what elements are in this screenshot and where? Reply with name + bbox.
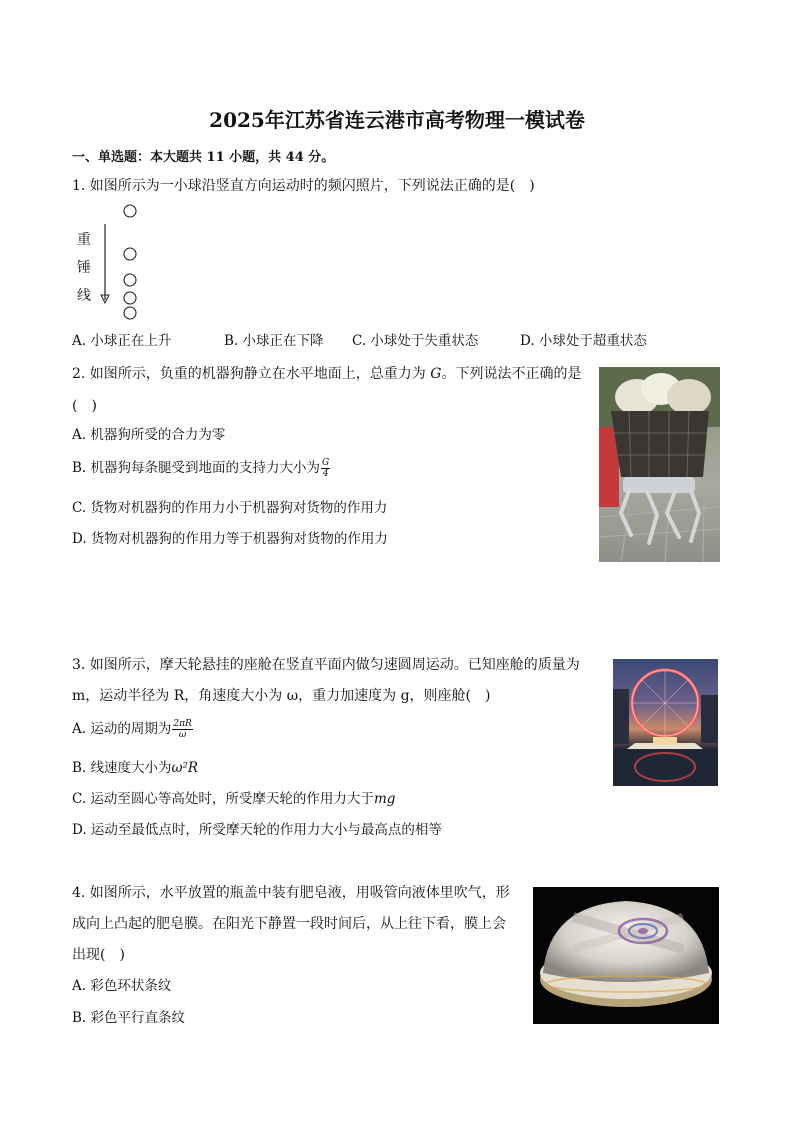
- ball-4: [124, 292, 136, 304]
- q1-stem: 1. 如图所示为一小球沿竖直方向运动时的频闪照片，下列说法正确的是( ): [72, 178, 535, 194]
- q1-option-a: A. 小球正在上升: [72, 333, 172, 349]
- q3-option-a: A. 运动的周期为 $\frac{2\pi R}{\omega}$: [72, 719, 192, 740]
- q4-stem-line3: 出现( ): [72, 947, 125, 963]
- q4-stem-line1: 4. 如图所示，水平放置的瓶盖中装有肥皂液，用吸管向液体里吹气，形: [72, 885, 510, 901]
- q3-option-d: D. 运动至最低点时，所受摩天轮的作用力大小与最高点的相等: [72, 822, 442, 838]
- soap-film-photo: [533, 887, 719, 1024]
- q4-option-b: B. 彩色平行直条纹: [72, 1010, 186, 1026]
- q3-stem-line1: 3. 如图所示，摩天轮悬挂的座舱在竖直平面内做匀速圆周运动。已知座舱的质量为: [72, 657, 580, 673]
- q2-option-a: A. 机器狗所受的合力为零: [72, 427, 226, 443]
- q4-option-a: A. 彩色环状条纹: [72, 978, 172, 994]
- soap-film-illustration: [533, 887, 719, 1024]
- q1-figure-label-3: 线: [77, 288, 91, 304]
- q1-figure-label-2: 锤: [77, 260, 91, 276]
- ball-1: [124, 205, 136, 217]
- q2-stem-line1: 2. 如图所示，负重的机器狗静立在水平地面上，总重力为 G。下列说法不正确的是: [72, 366, 582, 382]
- ball-5: [124, 307, 136, 319]
- q2-option-d: D. 货物对机器狗的作用力等于机器狗对货物的作用力: [72, 531, 388, 547]
- q2-option-c: C. 货物对机器狗的作用力小于机器狗对货物的作用力: [72, 500, 388, 516]
- ferris-wheel-illustration: [613, 659, 718, 786]
- q1-figure-label-1: 重: [77, 232, 91, 248]
- robot-dog-photo: [599, 367, 720, 562]
- q1-option-c: C. 小球处于失重状态: [352, 333, 479, 349]
- section-heading: 一、单选题：本大题共 11 小题，共 44 分。: [72, 150, 335, 165]
- robot-dog-illustration: [599, 367, 720, 562]
- q1-option-d: D. 小球处于超重状态: [520, 333, 647, 349]
- ferris-wheel-photo: [613, 659, 718, 786]
- q3-option-c: C. 运动至圆心等高处时，所受摩天轮的作用力大于mg: [72, 791, 396, 807]
- ball-3: [124, 274, 136, 286]
- page-title: 2025年江苏省连云港市高考物理一模试卷: [209, 108, 585, 132]
- q3-option-b: B. 线速度大小为ω²R: [72, 760, 199, 776]
- q2-stem-line2: ( ): [72, 398, 97, 414]
- strobe-photo-diagram: [72, 202, 162, 327]
- q3-stem-line2: m，运动半径为 R，角速度大小为 ω，重力加速度为 g，则座舱( ): [72, 688, 491, 704]
- q4-stem-line2: 成向上凸起的肥皂膜。在阳光下静置一段时间后，从上往下看，膜上会: [72, 916, 506, 932]
- q2-option-b: B. 机器狗每条腿受到地面的支持力大小为 $\frac{G}{4}$: [72, 458, 330, 479]
- q1-option-b: B. 小球正在下降: [224, 333, 324, 349]
- ball-2: [124, 248, 136, 260]
- q1-figure: [72, 202, 162, 327]
